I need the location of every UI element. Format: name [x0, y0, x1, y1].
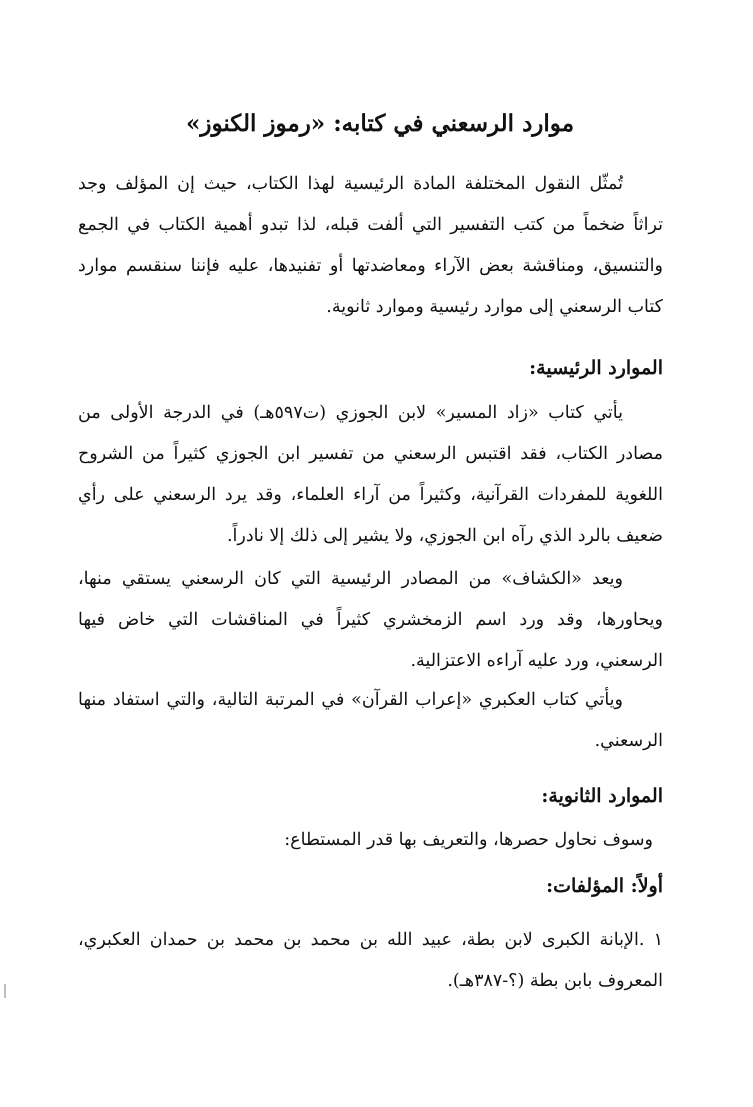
authored-works-heading: أولاً: المؤلفات: — [546, 875, 663, 897]
intro-paragraph: تُمثّل النقول المختلفة المادة الرئيسية لهذا الكتاب، حيث إن المؤلف وجد تراثاً ضخماً من كتب التفسير التي ألفت قبله، لذا تبدو أهمية الكتاب في الجمع والتنسيق، ومناقشة بعض الآراء ومعاضدتها أو تفنيدها، عليه فإننا سنقسم موارد كتاب الرسعني إلى موارد رئيسية وموارد ثانوية. — [78, 174, 663, 317]
main-sources-heading: الموارد الرئيسية: — [529, 357, 663, 379]
secondary-sources-heading: الموارد الثانوية: — [541, 785, 663, 807]
main-source-paragraph-kashshaf: ويعد «الكشاف» من المصادر الرئيسية التي كان الرسعني يستقي منها، ويحاورها، وقد ورد اسم الزمخشري كثيراً في المناقشات التي خاض فيها الرسعني، ورد عليه آراءه الاعتزالية. — [78, 569, 663, 671]
main-source-paragraph-zad-al-masir: يأتي كتاب «زاد المسير» لابن الجوزي (ت٥٩٧هـ) في الدرجة الأولى من مصادر الكتاب، فقد اقتبس الرسعني من تفسير ابن الجوزي كثيراً من الشروح اللغوية للمفردات القرآنية، وكثيراً من آراء العلماء، وقد يرد الرسعني على رأي ضعيف بالرد الذي رآه ابن الجوزي، ولا يشير إلى ذلك إلا نادراً. — [78, 403, 663, 546]
authored-work-item: ١ .الإبانة الكبرى لابن بطة، عبيد الله بن محمد بن محمد بن حمدان العكبري، المعروف بابن بطة (؟-٣٨٧هـ). — [78, 930, 663, 991]
main-source-paragraph-ukbari: ويأتي كتاب العكبري «إعراب القرآن» في المرتبة التالية، والتي استفاد منها الرسعني. — [78, 690, 663, 751]
secondary-sources-intro: وسوف نحاول حصرها، والتعريف بها قدر المستطاع: — [284, 830, 653, 850]
page-heading: موارد الرسعني في كتابه: «رموز الكنوز» — [185, 110, 575, 137]
scan-mark — [4, 984, 6, 998]
